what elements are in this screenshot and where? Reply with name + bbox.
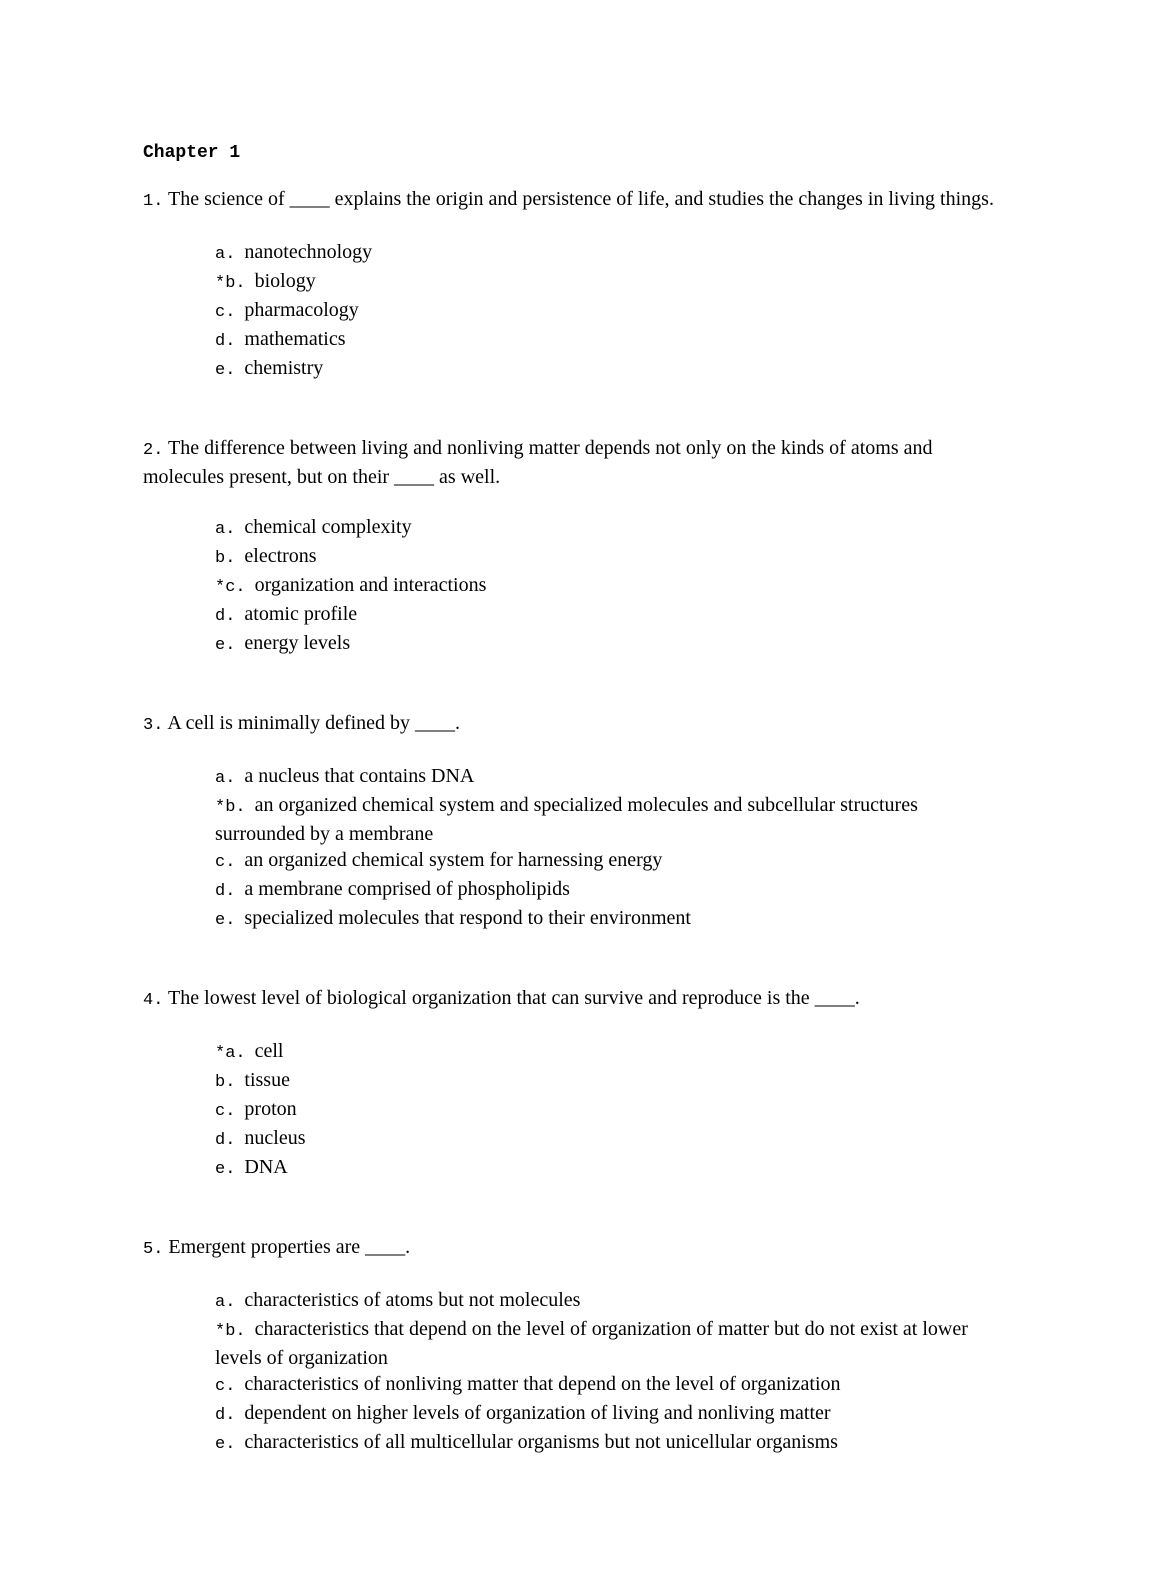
option-letter: *b. xyxy=(215,274,246,293)
option-text: electrons xyxy=(244,545,317,567)
option-text: organization and interactions xyxy=(254,574,487,596)
option-c xyxy=(215,847,1003,876)
question-number: 5. xyxy=(143,1240,164,1259)
question-stem xyxy=(143,710,1003,739)
option-d xyxy=(215,326,1003,355)
option-a xyxy=(215,239,1003,268)
option-d xyxy=(215,876,1003,905)
question-text: The lowest level of biological organization that can survive and reproduce is the ____. xyxy=(168,987,860,1009)
question-stem xyxy=(143,435,1003,490)
option-letter: d. xyxy=(215,1406,236,1425)
option-letter: b. xyxy=(215,549,236,568)
option-text: nanotechnology xyxy=(244,241,373,263)
option-letter: c. xyxy=(215,303,236,322)
option-e xyxy=(215,1429,1003,1458)
question-2 xyxy=(143,435,1003,659)
option-letter: e. xyxy=(215,1160,236,1179)
option-letter: c. xyxy=(215,853,236,872)
option-letter: *c. xyxy=(215,578,246,597)
option-a xyxy=(215,514,1003,543)
option-letter: a. xyxy=(215,245,236,264)
option-d xyxy=(215,601,1003,630)
option-letter: e. xyxy=(215,636,236,655)
option-list xyxy=(143,490,1003,659)
option-b xyxy=(215,792,995,847)
option-list xyxy=(143,739,1003,934)
option-letter: a. xyxy=(215,769,236,788)
question-spacer xyxy=(143,1183,1003,1234)
option-letter: c. xyxy=(215,1377,236,1396)
option-list xyxy=(143,215,1003,384)
option-letter: e. xyxy=(215,361,236,380)
question-3 xyxy=(143,710,1003,934)
question-stem xyxy=(143,186,1003,215)
option-letter: a. xyxy=(215,520,236,539)
question-text: The science of ____ explains the origin and persistence of life, and studies the changes in living things. xyxy=(168,188,994,210)
option-text: mathematics xyxy=(244,328,346,350)
question-stem xyxy=(143,985,1003,1014)
chapter-title: Chapter 1 xyxy=(143,143,241,163)
question-number: 2. xyxy=(143,441,164,460)
option-d xyxy=(215,1125,1003,1154)
option-letter: *b. xyxy=(215,1322,246,1341)
option-text: chemistry xyxy=(244,357,324,379)
option-text: characteristics of all multicellular organisms but not unicellular organisms xyxy=(244,1431,838,1453)
option-list xyxy=(143,1014,1003,1183)
option-e xyxy=(215,905,1003,934)
option-text: cell xyxy=(254,1040,284,1062)
option-letter: d. xyxy=(215,882,236,901)
option-letter: d. xyxy=(215,332,236,351)
option-text: a nucleus that contains DNA xyxy=(244,765,475,787)
option-a xyxy=(215,763,1003,792)
option-c xyxy=(215,1371,1003,1400)
question-1 xyxy=(143,186,1003,384)
question-number: 3. xyxy=(143,716,164,735)
option-text: characteristics of atoms but not molecules xyxy=(244,1289,581,1311)
option-c xyxy=(215,297,1003,326)
question-text: A cell is minimally defined by ____. xyxy=(167,712,461,734)
option-letter: b. xyxy=(215,1073,236,1092)
option-b xyxy=(215,268,1003,297)
option-letter: a. xyxy=(215,1293,236,1312)
option-text: pharmacology xyxy=(244,299,359,321)
option-list xyxy=(143,1263,1003,1458)
question-number: 1. xyxy=(143,192,164,211)
option-text: dependent on higher levels of organization of living and nonliving matter xyxy=(244,1402,831,1424)
option-letter: d. xyxy=(215,1131,236,1150)
option-text: chemical complexity xyxy=(244,516,412,538)
option-letter: e. xyxy=(215,1435,236,1454)
question-stem xyxy=(143,1234,1003,1263)
option-text: nucleus xyxy=(244,1127,306,1149)
option-letter: d. xyxy=(215,607,236,626)
option-a xyxy=(215,1038,1003,1067)
question-spacer xyxy=(143,659,1003,710)
option-text: atomic profile xyxy=(244,603,358,625)
question-text: The difference between living and nonliving matter depends not only on the kinds of atoms and molecules present, but on their ____ as well. xyxy=(143,437,933,488)
option-c xyxy=(215,1096,1003,1125)
option-letter: *b. xyxy=(215,798,246,817)
option-d xyxy=(215,1400,1003,1429)
document-page xyxy=(143,140,1003,1458)
option-letter: e. xyxy=(215,911,236,930)
option-e xyxy=(215,630,1003,659)
option-text: proton xyxy=(244,1098,297,1120)
option-text: tissue xyxy=(244,1069,290,1091)
option-text: a membrane comprised of phospholipids xyxy=(244,878,570,900)
option-c xyxy=(215,572,1003,601)
question-4 xyxy=(143,985,1003,1183)
question-spacer xyxy=(143,934,1003,985)
option-b xyxy=(215,1316,995,1371)
option-b xyxy=(215,1067,1003,1096)
question-text: Emergent properties are ____. xyxy=(168,1236,411,1258)
option-text: DNA xyxy=(244,1156,288,1178)
option-letter: *a. xyxy=(215,1044,246,1063)
option-e xyxy=(215,355,1003,384)
option-text: an organized chemical system for harnessing energy xyxy=(244,849,663,871)
option-b xyxy=(215,543,1003,572)
option-text: characteristics that depend on the level of organization of matter but do not exist at lower levels of organization xyxy=(215,1318,968,1369)
option-text: biology xyxy=(254,270,316,292)
option-letter: c. xyxy=(215,1102,236,1121)
question-5 xyxy=(143,1234,1003,1458)
option-e xyxy=(215,1154,1003,1183)
option-text: specialized molecules that respond to their environment xyxy=(244,907,691,929)
option-a xyxy=(215,1287,1003,1316)
option-text: an organized chemical system and specialized molecules and subcellular structures surrounded by a membrane xyxy=(215,794,918,845)
question-spacer xyxy=(143,384,1003,435)
option-text: energy levels xyxy=(244,632,351,654)
question-number: 4. xyxy=(143,991,164,1010)
option-text: characteristics of nonliving matter that depend on the level of organization xyxy=(244,1373,841,1395)
